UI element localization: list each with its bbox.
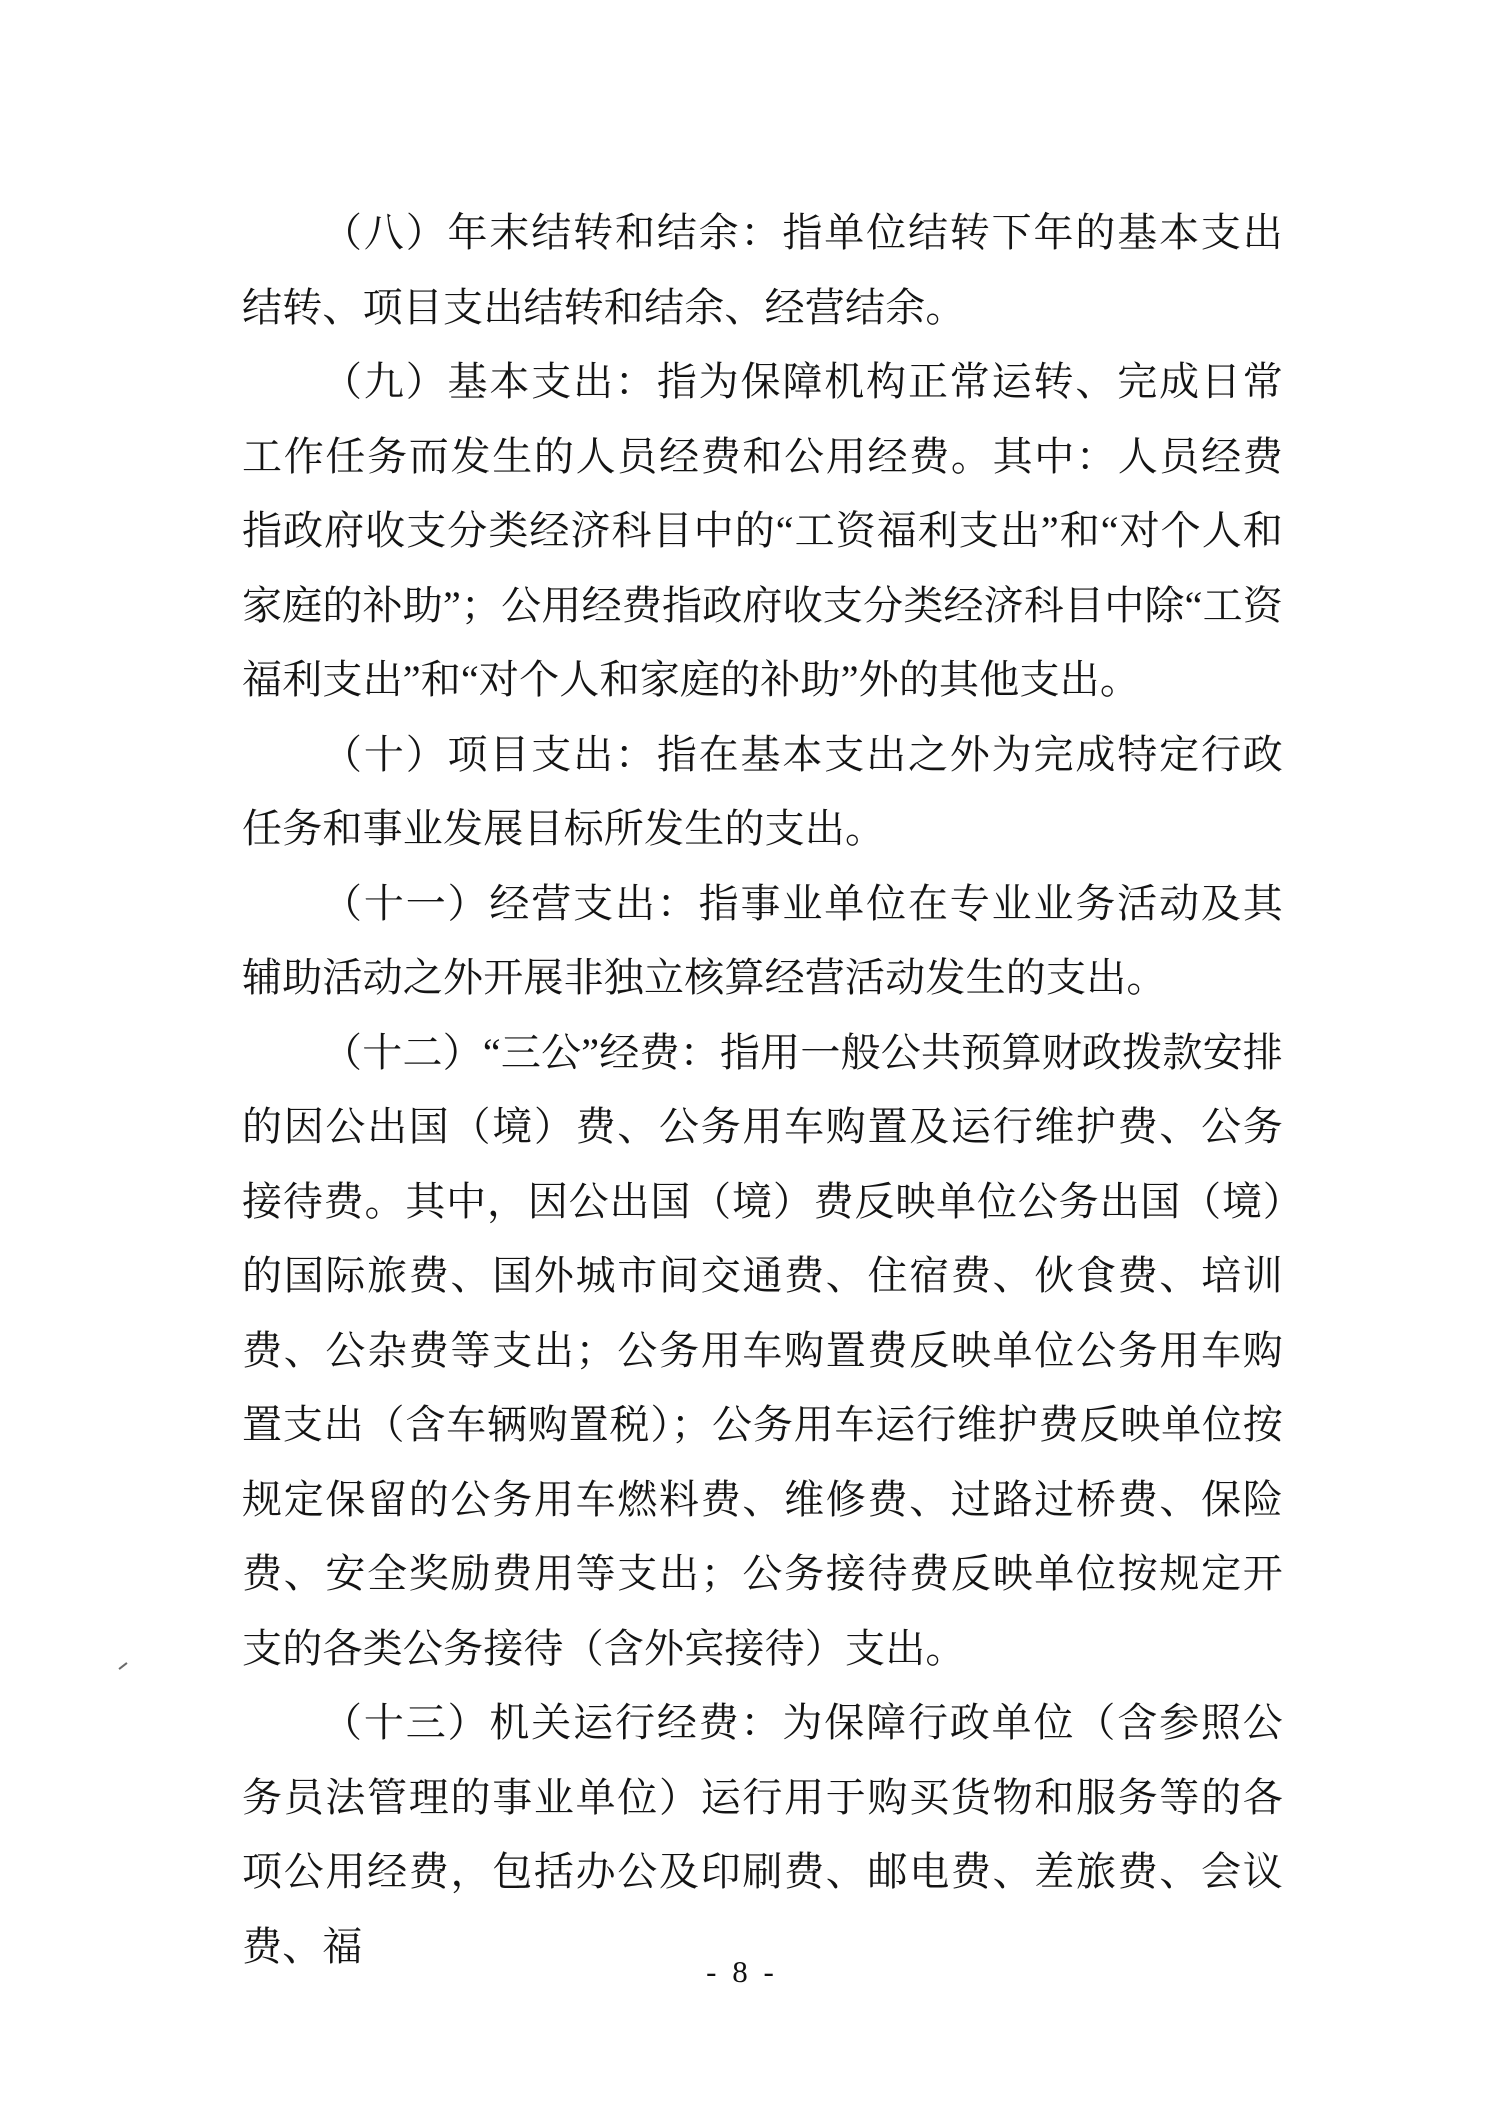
paragraph-item-9: （九）基本支出：指为保障机构正常运转、完成日常工作任务而发生的人员经费和公用经费。其中：人员经费指政府收支分类经济科目中的“工资福利支出”和“对个人和家庭的补助”；公用经费指政府收支分类经济科目中除“工资福利支出”和“对个人和家庭的补助”外的其他支出。 [242, 359, 1283, 702]
scan-artifact-mark [118, 1662, 127, 1670]
page-number: - 8 - [706, 1954, 778, 1989]
paragraph-item-12: （十二）“三公”经费：指用一般公共预算财政拨款安排的因公出国（境）费、公务用车购置及运行维护费、公务接待费。其中，因公出国（境）费反映单位公务出国（境）的国际旅费、国外城市间交通费、住宿费、伙食费、培训费、公杂费等支出；公务用车购置费反映单位公务用车购置支出（含车辆购置税）；公务用车运行维护费反映单位按规定保留的公务用车燃料费、维修费、过路过桥费、保险费、安全奖励费用等支出；公务接待费反映单位按规定开支的各类公务接待（含外宾接待）支出。 [242, 1029, 1283, 1671]
paragraph-item-13: （十三）机关运行经费：为保障行政单位（含参照公务员法管理的事业单位）运行用于购买货物和服务等的各项公用经费，包括办公及印刷费、邮电费、差旅费、会议费、福 [242, 1700, 1283, 1969]
paragraph-item-10: （十）项目支出：指在基本支出之外为完成特定行政任务和事业发展目标所发生的支出。 [242, 731, 1283, 851]
paragraph-item-11: （十一）经营支出：指事业单位在专业业务活动及其辅助活动之外开展非独立核算经营活动发生的支出。 [242, 880, 1283, 1000]
paragraph-item-8: （八）年末结转和结余：指单位结转下年的基本支出结转、项目支出结转和结余、经营结余。 [242, 210, 1283, 330]
document-body [242, 196, 1283, 1984]
